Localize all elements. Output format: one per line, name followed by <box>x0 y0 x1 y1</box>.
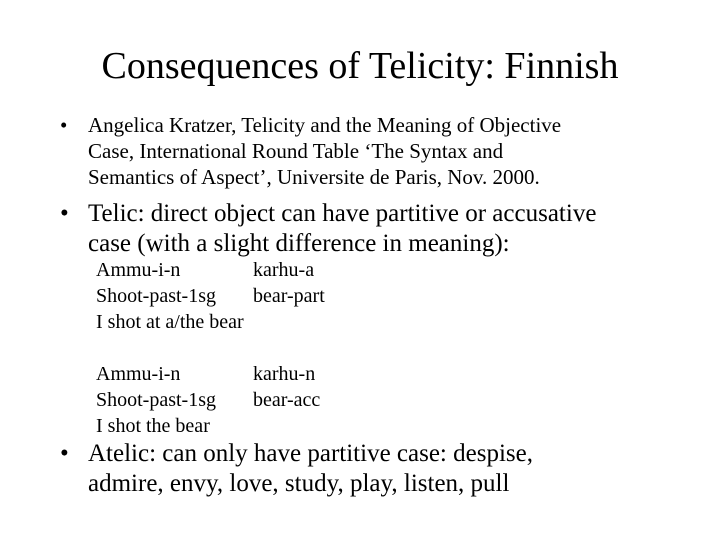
bullet-marker: • <box>60 440 69 467</box>
bullet-reference-text <box>88 112 688 190</box>
bullet-atelic-text <box>88 439 688 499</box>
noun-gloss: bear-acc <box>253 389 321 411</box>
bullet-line: case (with a slight difference in meaning): <box>88 230 510 257</box>
bullet-marker: • <box>60 113 68 137</box>
bullet-marker: • <box>60 200 69 227</box>
bullet-line: Telic: direct object can have partitive or accusative <box>88 200 597 227</box>
bullet-telic-text <box>88 199 688 259</box>
bullet-line: admire, envy, love, study, play, listen, pull <box>88 470 510 497</box>
bullet-line: Angelica Kratzer, Telicity and the Meaning of Objective <box>88 113 562 137</box>
finnish-verb: Ammu-i-n <box>96 363 181 385</box>
finnish-verb: Ammu-i-n <box>96 259 181 281</box>
noun-gloss: bear-part <box>253 285 325 307</box>
bullet-line: Semantics of Aspect’, Universite de Paris, Nov. 2000. <box>88 165 540 189</box>
finnish-noun: karhu-n <box>253 363 316 385</box>
finnish-noun: karhu-a <box>253 259 315 281</box>
translation: I shot the bear <box>96 415 210 437</box>
bullet-line: Atelic: can only have partitive case: despise, <box>88 440 533 467</box>
bullet-line: Case, International Round Table ‘The Syntax and <box>88 139 504 163</box>
translation: I shot at a/the bear <box>96 311 244 333</box>
slide-title: Consequences of Telicity: Finnish <box>101 45 619 87</box>
verb-gloss: Shoot-past-1sg <box>96 389 216 411</box>
verb-gloss: Shoot-past-1sg <box>96 285 216 307</box>
